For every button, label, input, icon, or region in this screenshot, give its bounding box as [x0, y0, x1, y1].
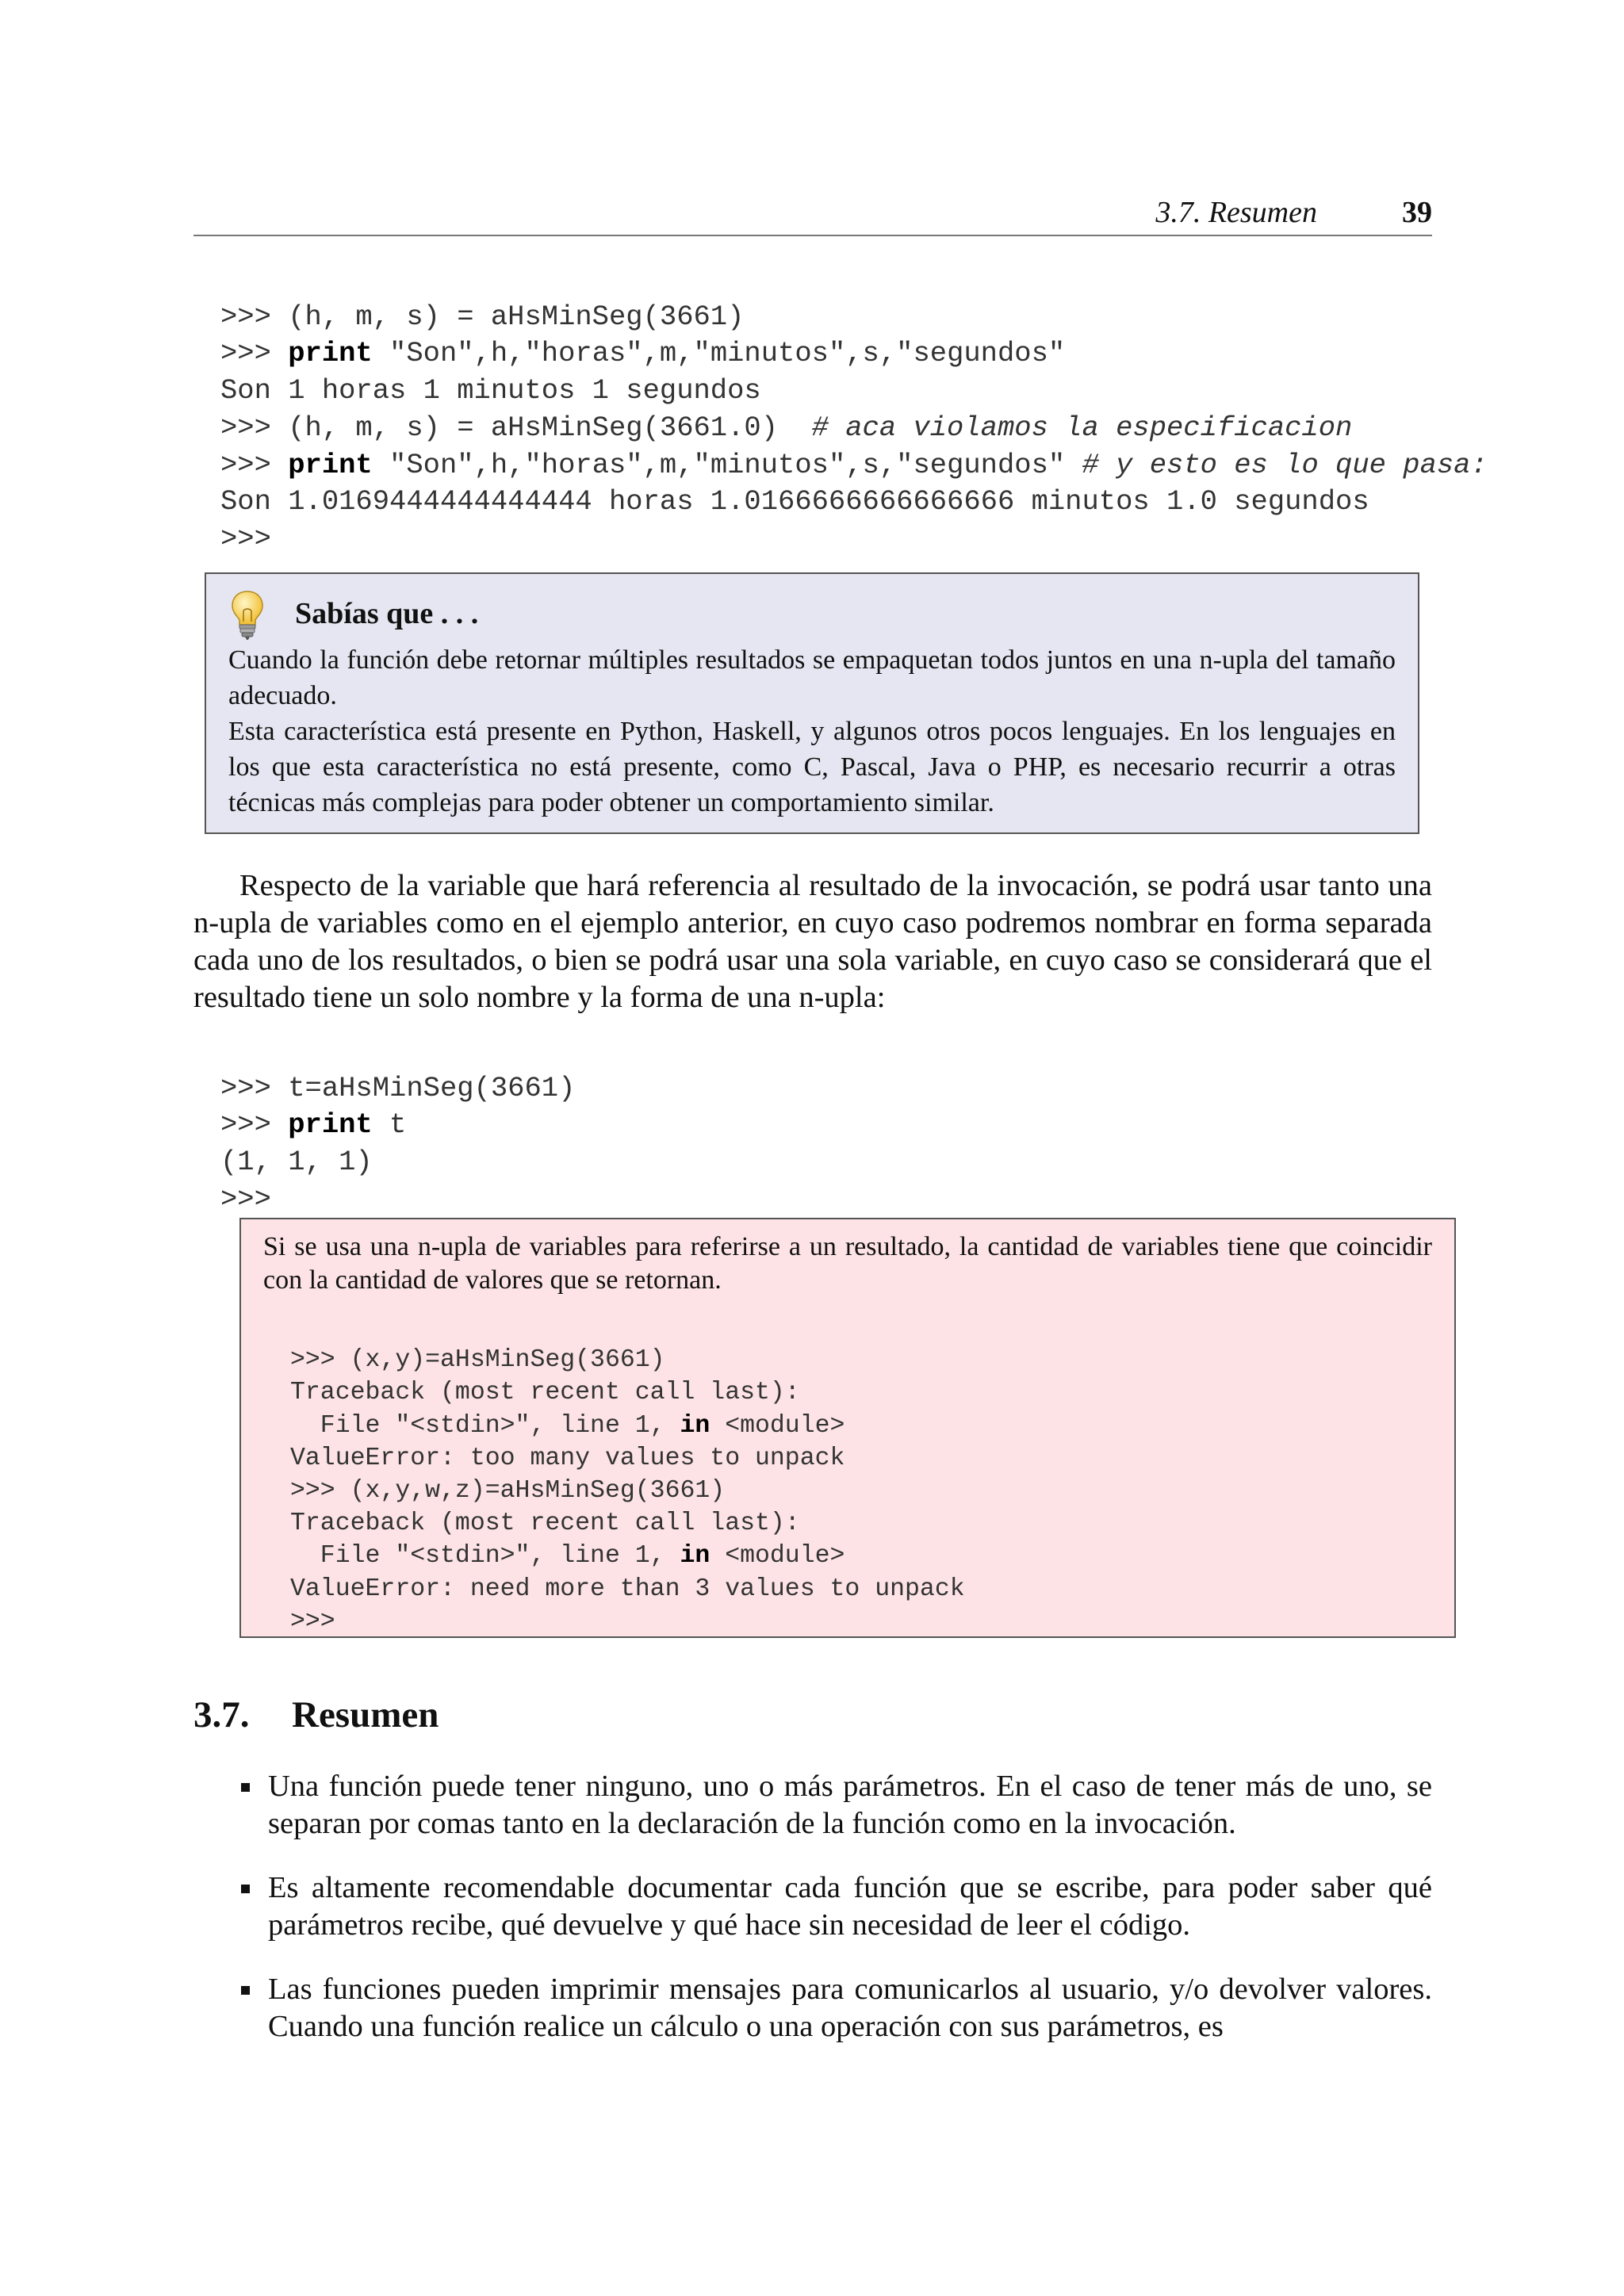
body-paragraph: Respecto de la variable que hará referencia al resultado de la invocación, se podrá usar tanto una n-upla de variables como en el ejemplo anterior, en cuyo caso podremos nombrar en forma separada cada uno de los resultados, o bien se podrá usar una sola variable, en cuyo caso se considerará que el resultado tiene un solo nombre y la forma de una n-upla:: [193, 869, 1432, 1014]
summary-list: [193, 1768, 1432, 2072]
code-comment: # aca violamos la especificacion: [811, 411, 1353, 444]
tip-box: [205, 572, 1419, 834]
warning-code-block: [290, 1311, 965, 1670]
running-header: [193, 195, 1432, 235]
code-block-example-1: [220, 262, 1488, 558]
code-line: ValueError: too many values to unpack: [290, 1444, 845, 1472]
code-line: Son 1 horas 1 minutos 1 segundos: [220, 374, 761, 408]
code-keyword: in: [680, 1411, 710, 1440]
code-line: Traceback (most recent call last):: [290, 1510, 800, 1538]
section-number: 3.7.: [193, 1694, 250, 1735]
code-keyword: print: [288, 448, 373, 481]
code-line: >>> print t: [220, 1108, 407, 1142]
header-section-title: 3.7. Resumen: [1155, 196, 1317, 229]
code-line: >>> (h, m, s) = aHsMinSeg(3661): [220, 300, 745, 333]
code-line: Traceback (most recent call last):: [290, 1379, 800, 1407]
header-rule: [193, 235, 1432, 236]
bullet-icon: [241, 1783, 250, 1792]
list-item: Es altamente recomendable documentar cada función que se escribe, para poder saber qué parámetros recibe, qué devuelve y qué hace sin necesidad de leer el código.: [193, 1869, 1432, 1944]
code-line: Son 1.0169444444444444 horas 1.0166666666666666 minutos 1.0 segundos: [220, 485, 1369, 519]
code-line: >>> print "Son",h,"horas",m,"minutos",s,"segundos" # y esto es lo que pasa:: [220, 448, 1488, 481]
code-keyword: print: [288, 337, 373, 370]
code-line: >>> (x,y,w,z)=aHsMinSeg(3661): [290, 1477, 726, 1506]
bullet-icon: [241, 1986, 250, 1995]
warning-text: Si se usa una n-upla de variables para referirse a un resultado, la cantidad de variables tiene que coincidir con la cantidad de valores que se retornan.: [263, 1232, 1432, 1295]
tip-heading: Sabías que . . .: [295, 597, 479, 630]
code-line: >>>: [220, 1182, 271, 1215]
section-title: Resumen: [292, 1694, 439, 1735]
code-keyword: print: [288, 1108, 373, 1142]
code-keyword: in: [680, 1542, 710, 1571]
code-line: File "<stdin>", line 1, in <module>: [290, 1542, 845, 1571]
page-number: 39: [1402, 196, 1432, 229]
code-line: File "<stdin>", line 1, in <module>: [290, 1411, 845, 1440]
bullet-icon: [241, 1885, 250, 1893]
code-line: >>> (h, m, s) = aHsMinSeg(3661.0) # aca violamos la especificacion: [220, 411, 1353, 444]
tip-paragraph: Cuando la función debe retornar múltiples resultados se empaquetan todos juntos en una n-upla del tamaño adecuado.: [228, 645, 1396, 710]
lightbulb-icon: [230, 590, 265, 641]
code-comment: # y esto es lo que pasa:: [1082, 448, 1488, 481]
code-line: >>> (x,y)=aHsMinSeg(3661): [290, 1346, 665, 1375]
code-block-example-2: [220, 1033, 575, 1219]
code-line: ValueError: need more than 3 values to unpack: [290, 1575, 965, 1603]
code-line: (1, 1, 1): [220, 1146, 373, 1179]
code-line: >>> t=aHsMinSeg(3661): [220, 1071, 576, 1104]
code-line: >>>: [220, 522, 271, 555]
list-item: Una función puede tener ninguno, uno o más parámetros. En el caso de tener más de uno, se separan por comas tanto en la declaración de la función como en la invocación.: [193, 1768, 1432, 1843]
tip-paragraph: Esta característica está presente en Python, Haskell, y algunos otros pocos lenguajes. En los lenguajes en los que esta característica no está presente, como C, Pascal, Java o PHP, es necesario recurrir a otras técnicas más complejas para poder obtener un comportamiento similar.: [228, 717, 1396, 817]
code-line: >>>: [290, 1607, 335, 1636]
section-heading: [193, 1693, 439, 1736]
list-item: Las funciones pueden imprimir mensajes para comunicarlos al usuario, y/o devolver valores. Cuando una función realice un cálculo o una operación con sus parámetros, es: [193, 1971, 1432, 2045]
code-line: >>> print "Son",h,"horas",m,"minutos",s,"segundos": [220, 337, 1066, 370]
tip-body: [228, 642, 1396, 821]
warning-box: [239, 1218, 1456, 1638]
